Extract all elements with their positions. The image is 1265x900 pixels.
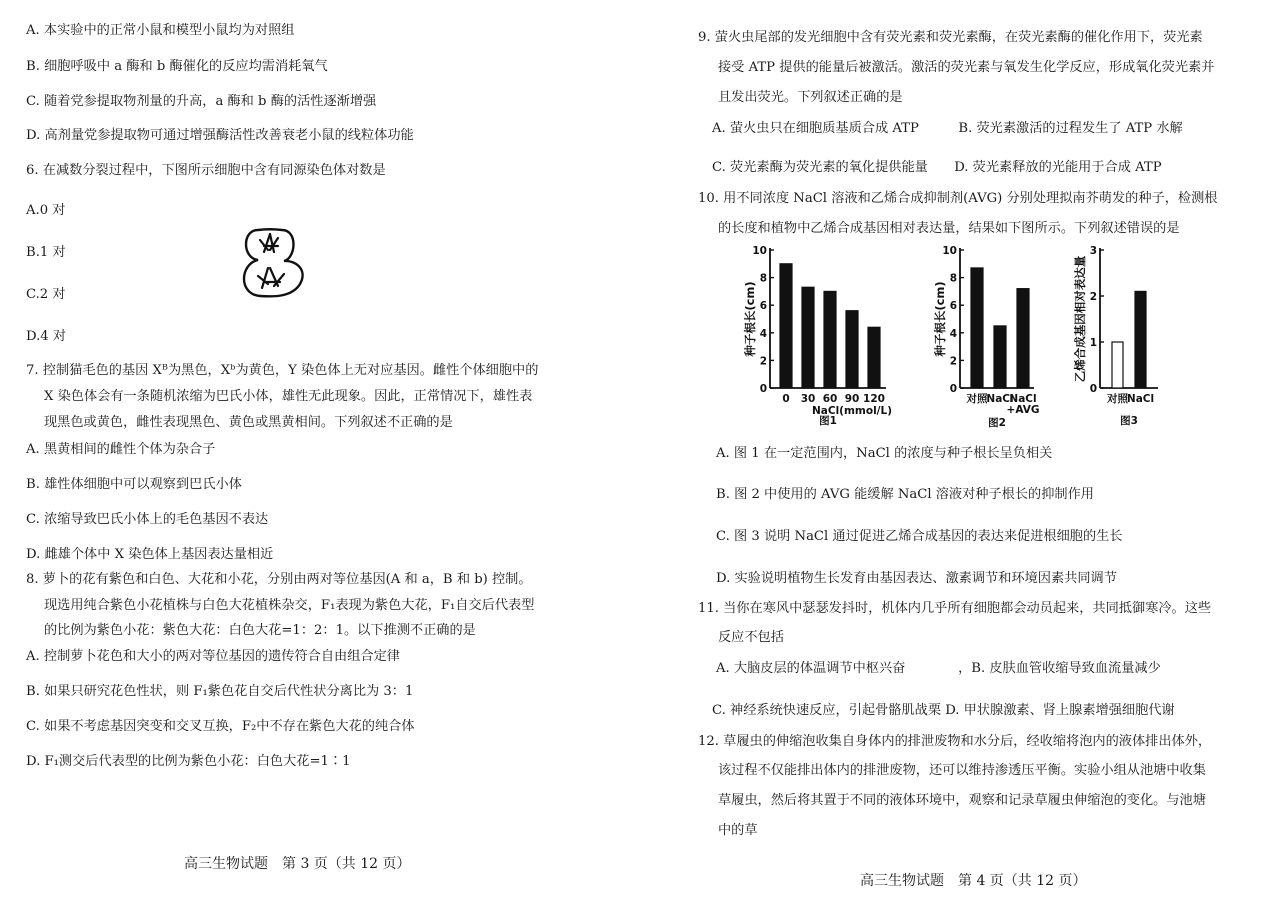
y-tick-label: 8 [949, 272, 957, 285]
x-tick-label: 对照 [1107, 393, 1128, 405]
y-tick-label: 2 [759, 355, 767, 368]
q7-line-1: 7. 控制猫毛色的基因 Xᴮ为黑色，Xᵇ为黄色，Y 染色体上无对应基因。雌性个体细胞中的 [26, 363, 539, 378]
bar [846, 311, 858, 388]
q5-option-d: D. 高剂量党参提取物可通过增强酶活性改善衰老小鼠的线粒体功能 [26, 128, 414, 143]
q9-options-cd: C. 荧光素酶为荧光素的氧化提供能量 D. 荧光素释放的光能用于合成 ATP [712, 160, 1162, 175]
q12-line-1: 12. 草履虫的伸缩泡收集自身体内的排泄废物和水分后，经收缩将泡内的液体排出体外， [698, 734, 1212, 749]
y-tick-label: 0 [949, 383, 957, 395]
bar [780, 264, 792, 388]
q11-line-1: 11. 当你在寒风中瑟瑟发抖时，机体内几乎所有细胞都会动员起来，共同抵御寒冷。这些 [698, 601, 1212, 616]
q8-option-c: C. 如果不考虑基因突变和交叉互换，F₂中不存在紫色大花的纯合体 [26, 719, 415, 734]
x-tick-label: 30 [800, 393, 816, 405]
bar [1135, 291, 1146, 388]
q9-line-2: 接受 ATP 提供的能量后被激活。激活的荧光素与氧发生化学反应，形成氧化荧光素并 [718, 60, 1215, 75]
y-axis-label: 种子根长(cm) [743, 281, 757, 357]
q5-option-c: C. 随着党参提取物剂量的升高，a 酶和 b 酶的活性逐渐增强 [26, 94, 377, 109]
y-tick-label: 10 [942, 245, 957, 257]
y-tick-label: 2 [949, 355, 957, 368]
q10-line-2: 的长度和植物中乙烯合成基因相对表达量，结果如下图所示。下列叙述错误的是 [718, 221, 1180, 236]
q8-line-1: 8. 萝卜的花有紫色和白色、大花和小花，分别由两对等位基因(A 和 a，B 和 b) 控制。 [26, 572, 532, 587]
x-tick-label: 0 [782, 393, 790, 405]
q6-option-b: B.1 对 [26, 245, 66, 260]
x-tick-label: NaCl [1126, 393, 1155, 405]
x-axis-label: NaCl(mmol/L) [812, 405, 892, 417]
x-tick-label: 60 [822, 393, 838, 405]
q5-option-b: B. 细胞呼吸中 a 酶和 b 酶催化的反应均需消耗氧气 [26, 59, 328, 74]
chart-title: 图1 [819, 415, 837, 427]
right-page-footer: 高三生物试题 第 4 页（共 12 页） [860, 873, 1087, 889]
q5-option-a: A. 本实验中的正常小鼠和模型小鼠均为对照组 [26, 23, 295, 38]
y-tick-label: 3 [1089, 245, 1097, 257]
y-tick-label: 0 [759, 383, 767, 395]
q6-option-a: A.0 对 [26, 203, 66, 218]
chart-title: 图3 [1120, 415, 1138, 427]
q7-option-a: A. 黑黄相间的雌性个体为杂合子 [26, 442, 216, 457]
q12-line-2: 该过程不仅能排出体内的排泄废物，还可以维持渗透压平衡。实验小组从池塘中收集 [718, 763, 1206, 778]
y-tick-label: 10 [752, 245, 767, 257]
figure-2-chart [928, 245, 1068, 430]
q7-option-c: C. 浓缩导致巴氏小体上的毛色基因不表达 [26, 512, 269, 527]
q11-options-ab: A. 大脑皮层的体温调节中枢兴奋 ，B. 皮肤血管收缩导致血流量减少 [716, 661, 1161, 676]
y-tick-label: 4 [949, 327, 957, 340]
bar [868, 327, 880, 388]
y-tick-label: 2 [1089, 291, 1097, 303]
q8-line-2: 现选用纯合紫色小花植株与白色大花植株杂交，F₁表现为紫色大花，F₁自交后代表型 [44, 598, 535, 613]
q9-line-3: 且发出荧光。下列叙述正确的是 [718, 90, 903, 105]
x-tick-label: 对照 [966, 393, 988, 405]
figure-1-chart [738, 245, 948, 430]
q12-line-4: 中的草 [718, 823, 758, 838]
x-tick-label: NaCl [1009, 393, 1037, 405]
q7-line-3: 现黑色或黄色，雌性表现黑色、黄色或黑黄相间。下列叙述不正确的是 [44, 415, 453, 430]
q8-line-3: 的比例为紫色小花：紫色大花：白色大花=1：2：1。以下推测不正确的是 [44, 623, 476, 638]
y-tick-label: 6 [759, 300, 767, 313]
q8-option-a: A. 控制萝卜花色和大小的两对等位基因的遗传符合自由组合定律 [26, 649, 400, 664]
y-tick-label: 4 [759, 327, 767, 340]
q10-option-c: C. 图 3 说明 NaCl 通过促进乙烯合成基因的表达来促进根细胞的生长 [716, 529, 1123, 544]
q12-line-3: 草履虫，然后将其置于不同的液体环境中，观察和记录草履虫伸缩泡的变化。与池塘 [718, 793, 1206, 808]
chart-title: 图2 [988, 417, 1006, 429]
q6-stem: 6. 在减数分裂过程中，下图所示细胞中含有同源染色体对数是 [26, 163, 386, 178]
q8-option-d: D. F₁测交后代表型的比例为紫色小花：白色大花=1∶1 [26, 754, 351, 769]
q10-option-b: B. 图 2 中使用的 AVG 能缓解 NaCl 溶液对种子根长的抑制作用 [716, 487, 1094, 502]
left-page-footer: 高三生物试题 第 3 页（共 12 页） [184, 856, 411, 872]
bar [1112, 342, 1123, 388]
bar [824, 291, 836, 388]
q7-line-2: X 染色体会有一条随机浓缩为巴氏小体，雄性无此现象。因此，正常情况下，雄性表 [44, 389, 533, 404]
q8-option-b: B. 如果只研究花色性状，则 F₁紫色花自交后代性状分离比为 3：1 [26, 684, 414, 699]
q7-option-b: B. 雄性体细胞中可以观察到巴氏小体 [26, 477, 242, 492]
q11-options-cd: C. 神经系统快速反应，引起骨骼肌战栗 D. 甲状腺激素、肾上腺素增强细胞代谢 [712, 703, 1175, 718]
y-tick-label: 6 [949, 300, 957, 313]
q10-option-d: D. 实验说明植物生长发育由基因表达、激素调节和环境因素共同调节 [716, 571, 1117, 586]
q10-option-a: A. 图 1 在一定范围内，NaCl 的浓度与种子根长呈负相关 [716, 446, 1053, 461]
q9-line-1: 9. 萤火虫尾部的发光细胞中含有荧光素和荧光素酶，在荧光素酶的催化作用下，荧光素 [698, 30, 1203, 45]
y-tick-label: 0 [1089, 383, 1097, 395]
x-tick-label: 120 [863, 393, 885, 405]
bar [994, 326, 1006, 388]
y-axis-label: 乙烯合成基因相对表达量 [1073, 255, 1087, 383]
q10-line-1: 10. 用不同浓度 NaCl 溶液和乙烯合成抑制剂(AVG) 分别处理拟南芥萌发的种子，检测根 [698, 191, 1218, 206]
x-tick-label: +AVG [1006, 404, 1040, 416]
bar [802, 287, 814, 388]
x-tick-label: NaCl [986, 393, 1014, 405]
figure-3-chart [1066, 245, 1176, 430]
y-tick-label: 8 [759, 272, 767, 285]
dividing-cell-figure [234, 224, 310, 300]
q7-option-d: D. 雌雄个体中 X 染色体上基因表达量相近 [26, 547, 274, 562]
bar [1017, 289, 1029, 388]
q6-option-c: C.2 对 [26, 287, 66, 302]
y-axis-label: 种子根长(cm) [933, 281, 947, 357]
q9-options-ab: A. 萤火虫只在细胞质基质合成 ATP B. 荧光素激活的过程发生了 ATP 水解 [712, 121, 1183, 136]
x-tick-label: 90 [844, 393, 860, 405]
y-tick-label: 1 [1089, 337, 1097, 349]
q6-option-d: D.4 对 [26, 329, 67, 344]
bar [971, 268, 983, 388]
q11-line-2: 反应不包括 [718, 630, 784, 645]
